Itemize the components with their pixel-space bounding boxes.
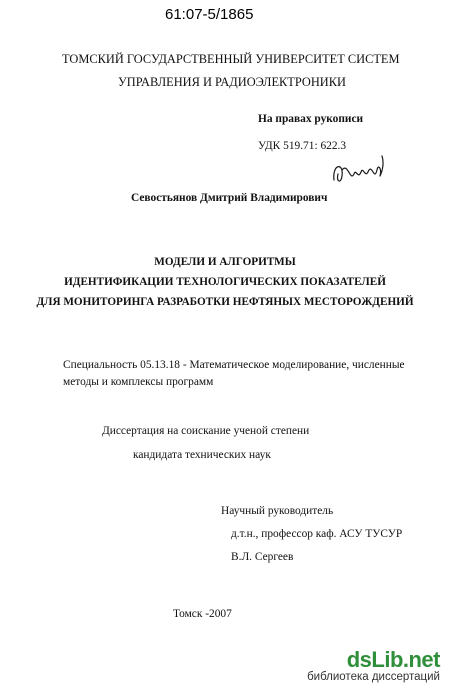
- thesis-title-line-3: ДЛЯ МОНИТОРИНГА РАЗРАБОТКИ НЕФТЯНЫХ МЕСТОРОЖДЕНИЙ: [36, 296, 414, 308]
- specialty-line-1: Специальность 05.13.18 - Математическое моделирование, численные: [63, 359, 405, 371]
- watermark-subtitle: библиотека диссертаций: [307, 671, 440, 683]
- supervisor-degree: д.т.н., профессор каф. АСУ ТУСУР: [231, 528, 403, 540]
- udk-code: УДК 519.71: 622.3: [258, 140, 347, 152]
- watermark-logo[interactable]: [307, 647, 440, 683]
- author-name: Севостьянов Дмитрий Владимирович: [131, 192, 328, 204]
- archive-code: 61:07-5/1865: [165, 6, 254, 23]
- dissertation-line-1: Диссертация на соискание ученой степени: [102, 425, 310, 437]
- thesis-title-line-1: МОДЕЛИ И АЛГОРИТМЫ: [154, 256, 296, 268]
- thesis-title-line-2: ИДЕНТИФИКАЦИИ ТЕХНОЛОГИЧЕСКИХ ПОКАЗАТЕЛЕЙ: [64, 276, 386, 288]
- rights-note: На правах рукописи: [258, 113, 364, 125]
- university-line-2: УПРАВЛЕНИЯ И РАДИОЭЛЕКТРОНИКИ: [118, 75, 346, 89]
- handwritten-signature-icon: [330, 152, 388, 194]
- supervisor-name: В.Л. Сергеев: [231, 551, 294, 563]
- university-line-1: ТОМСКИЙ ГОСУДАРСТВЕННЫЙ УНИВЕРСИТЕТ СИСТЕМ: [62, 52, 400, 66]
- watermark-brand: dsLib.net: [346, 647, 440, 672]
- dissertation-line-2: кандидата технических наук: [133, 449, 271, 461]
- specialty-line-2: методы и комплексы программ: [63, 376, 214, 388]
- supervisor-label: Научный руководитель: [221, 505, 334, 517]
- place-year: Томск -2007: [173, 608, 232, 620]
